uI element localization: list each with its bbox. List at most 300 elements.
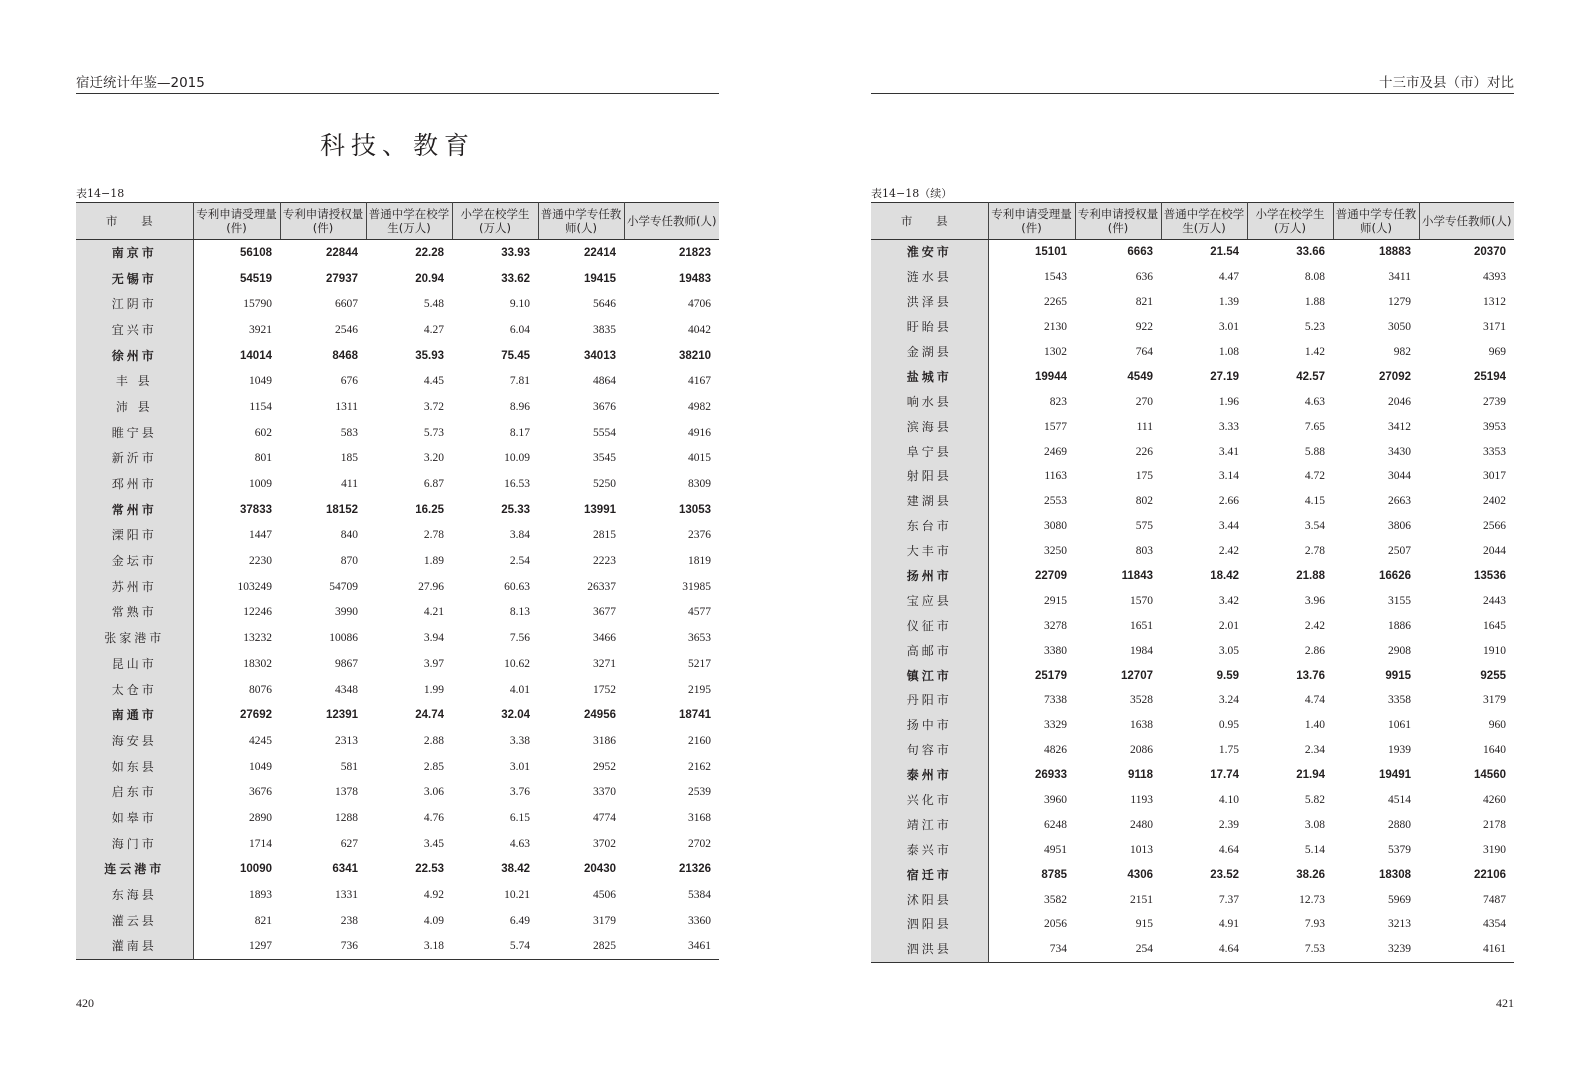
value-cell-primary-school-students: 4.63 xyxy=(1304,395,1325,408)
value-cell-patents-granted: 12391 xyxy=(326,709,358,722)
value-cell-primary-school-students: 33.93 xyxy=(501,246,530,259)
value-cell-middle-school-students: 18.42 xyxy=(1210,570,1239,583)
value-cell-primary-school-teachers: 4015 xyxy=(688,452,711,465)
value-cell-primary-school-teachers: 2376 xyxy=(688,529,711,542)
value-cell-middle-school-students: 4.10 xyxy=(1218,794,1239,807)
table-row xyxy=(871,713,1514,738)
region-name-cell: 太仓市 xyxy=(76,677,193,703)
value-cell-patents-granted: 575 xyxy=(1135,520,1153,533)
table-row xyxy=(76,908,719,934)
region-name-cell: 阜宁县 xyxy=(871,439,988,464)
value-cell-patents-granted: 1193 xyxy=(1130,794,1153,807)
table-row xyxy=(76,702,719,728)
value-cell-primary-school-teachers: 1640 xyxy=(1483,744,1506,757)
value-cell-primary-school-students: 7.65 xyxy=(1304,420,1325,433)
value-cell-middle-school-teachers: 2815 xyxy=(593,529,616,542)
value-cell-primary-school-students: 1.40 xyxy=(1304,719,1325,732)
value-cell-primary-school-students: 2.78 xyxy=(1304,545,1325,558)
table-label: 表14−18（续） xyxy=(871,187,953,200)
table-row xyxy=(76,831,719,857)
value-cell-primary-school-teachers: 31985 xyxy=(682,580,711,593)
value-cell-primary-school-teachers: 2443 xyxy=(1483,594,1506,607)
value-cell-middle-school-students: 3.01 xyxy=(1218,321,1239,334)
table-row xyxy=(871,738,1514,763)
value-cell-primary-school-teachers: 3953 xyxy=(1483,420,1506,433)
region-name-cell: 张家港市 xyxy=(76,625,193,651)
value-cell-middle-school-teachers: 19491 xyxy=(1379,769,1411,782)
table-body xyxy=(76,240,719,960)
value-cell-primary-school-teachers: 2044 xyxy=(1483,545,1506,558)
value-cell-middle-school-students: 4.45 xyxy=(423,375,444,388)
header-cell-primary-school-students: 小学在校学生(万人) xyxy=(1247,203,1333,240)
value-cell-middle-school-teachers: 3411 xyxy=(1388,271,1411,284)
value-cell-primary-school-teachers: 4577 xyxy=(688,606,711,619)
value-cell-primary-school-students: 8.17 xyxy=(509,426,530,439)
value-cell-middle-school-students: 1.99 xyxy=(423,683,444,696)
value-cell-primary-school-students: 6.04 xyxy=(509,323,530,336)
table-row xyxy=(76,548,719,574)
value-cell-middle-school-teachers: 1886 xyxy=(1388,619,1411,632)
value-cell-middle-school-teachers: 18883 xyxy=(1379,246,1411,259)
value-cell-patent-applications: 1447 xyxy=(249,529,272,542)
value-cell-primary-school-students: 2.86 xyxy=(1304,644,1325,657)
value-cell-middle-school-teachers: 5554 xyxy=(593,426,616,439)
value-cell-patent-applications: 3960 xyxy=(1044,794,1067,807)
value-cell-primary-school-teachers: 1910 xyxy=(1483,644,1506,657)
value-cell-patents-granted: 1288 xyxy=(335,811,358,824)
value-cell-patent-applications: 1154 xyxy=(249,400,272,413)
table-label: 表14−18 xyxy=(76,187,125,200)
region-name-cell: 东海县 xyxy=(76,882,193,908)
table-row xyxy=(871,763,1514,788)
table-row xyxy=(76,625,719,651)
value-cell-middle-school-teachers: 1061 xyxy=(1388,719,1411,732)
value-cell-middle-school-students: 22.53 xyxy=(415,863,444,876)
value-cell-patent-applications: 3080 xyxy=(1044,520,1067,533)
value-cell-primary-school-students: 32.04 xyxy=(501,709,530,722)
value-cell-patent-applications: 18302 xyxy=(243,657,272,670)
value-cell-primary-school-students: 10.09 xyxy=(504,452,530,465)
value-cell-middle-school-students: 3.41 xyxy=(1218,445,1239,458)
value-cell-primary-school-teachers: 3360 xyxy=(688,914,711,927)
value-cell-primary-school-teachers: 2160 xyxy=(688,734,711,747)
value-cell-patent-applications: 602 xyxy=(254,426,272,439)
value-cell-patent-applications: 2056 xyxy=(1044,918,1067,931)
value-cell-middle-school-students: 5.73 xyxy=(423,426,444,439)
value-cell-primary-school-teachers: 1312 xyxy=(1483,296,1506,309)
value-cell-middle-school-teachers: 3239 xyxy=(1388,943,1411,956)
value-cell-patents-granted: 870 xyxy=(340,555,358,568)
value-cell-primary-school-teachers: 3461 xyxy=(688,940,711,953)
value-cell-middle-school-teachers: 2825 xyxy=(593,940,616,953)
value-cell-patents-granted: 18152 xyxy=(326,503,358,516)
value-cell-patent-applications: 14014 xyxy=(240,349,272,362)
value-cell-middle-school-teachers: 3677 xyxy=(593,606,616,619)
value-cell-patent-applications: 3380 xyxy=(1044,644,1067,657)
value-cell-patent-applications: 734 xyxy=(1049,943,1067,956)
value-cell-primary-school-students: 5.88 xyxy=(1304,445,1325,458)
table-row xyxy=(76,934,719,960)
value-cell-primary-school-students: 8.96 xyxy=(509,400,530,413)
value-cell-middle-school-teachers: 24956 xyxy=(584,709,616,722)
value-cell-middle-school-teachers: 3271 xyxy=(593,657,616,670)
region-name-cell: 宝应县 xyxy=(871,588,988,613)
value-cell-patents-granted: 636 xyxy=(1135,271,1153,284)
table-row xyxy=(871,862,1514,887)
region-name-cell: 泰州市 xyxy=(871,763,988,788)
header-cell-middle-school-teachers: 普通中学专任教师(人) xyxy=(1333,203,1419,240)
value-cell-patents-granted: 821 xyxy=(1135,296,1153,309)
value-cell-middle-school-students: 3.97 xyxy=(423,657,444,670)
value-cell-patent-applications: 2469 xyxy=(1044,445,1067,458)
region-name-cell: 如东县 xyxy=(76,754,193,780)
value-cell-patent-applications: 1163 xyxy=(1044,470,1067,483)
table-row xyxy=(871,340,1514,365)
table-row xyxy=(871,240,1514,265)
value-cell-primary-school-teachers: 4354 xyxy=(1483,918,1506,931)
value-cell-middle-school-teachers: 3213 xyxy=(1388,918,1411,931)
value-cell-middle-school-students: 3.72 xyxy=(423,400,444,413)
region-name-cell: 丰 县 xyxy=(76,368,193,394)
value-cell-patents-granted: 6663 xyxy=(1127,246,1153,259)
table-row xyxy=(76,857,719,883)
region-name-cell: 启东市 xyxy=(76,779,193,805)
table-row xyxy=(871,937,1514,962)
value-cell-patent-applications: 2265 xyxy=(1044,296,1067,309)
value-cell-patents-granted: 2480 xyxy=(1130,818,1153,831)
value-cell-middle-school-teachers: 1279 xyxy=(1388,296,1411,309)
value-cell-patent-applications: 1297 xyxy=(249,940,272,953)
value-cell-patent-applications: 15101 xyxy=(1035,246,1067,259)
value-cell-primary-school-teachers: 21326 xyxy=(679,863,711,876)
value-cell-patents-granted: 627 xyxy=(340,837,358,850)
value-cell-primary-school-students: 4.63 xyxy=(509,837,530,850)
header-cell-region: 市 县 xyxy=(76,203,193,240)
value-cell-middle-school-students: 1.89 xyxy=(423,555,444,568)
value-cell-primary-school-teachers: 1819 xyxy=(688,555,711,568)
value-cell-middle-school-teachers: 1939 xyxy=(1388,744,1411,757)
value-cell-patent-applications: 1049 xyxy=(249,760,272,773)
value-cell-patent-applications: 26933 xyxy=(1035,769,1067,782)
value-cell-primary-school-students: 9.10 xyxy=(509,298,530,311)
value-cell-middle-school-teachers: 3430 xyxy=(1388,445,1411,458)
value-cell-patents-granted: 3990 xyxy=(335,606,358,619)
value-cell-middle-school-teachers: 1752 xyxy=(593,683,616,696)
table-row xyxy=(871,588,1514,613)
value-cell-patents-granted: 1311 xyxy=(335,400,358,413)
table-row xyxy=(76,266,719,292)
value-cell-patents-granted: 11843 xyxy=(1121,570,1153,583)
value-cell-patent-applications: 1049 xyxy=(249,375,272,388)
value-cell-patents-granted: 111 xyxy=(1136,420,1153,433)
table-row xyxy=(76,754,719,780)
value-cell-middle-school-students: 35.93 xyxy=(415,349,444,362)
value-cell-primary-school-students: 13.76 xyxy=(1296,669,1325,682)
page-number: 421 xyxy=(1496,996,1514,1010)
value-cell-primary-school-students: 38.26 xyxy=(1296,868,1325,881)
value-cell-middle-school-students: 4.09 xyxy=(423,914,444,927)
table-row xyxy=(76,882,719,908)
value-cell-primary-school-teachers: 960 xyxy=(1488,719,1506,732)
value-cell-primary-school-students: 3.96 xyxy=(1304,594,1325,607)
value-cell-primary-school-students: 3.38 xyxy=(509,734,530,747)
value-cell-middle-school-students: 3.20 xyxy=(423,452,444,465)
value-cell-primary-school-students: 2.42 xyxy=(1304,619,1325,632)
value-cell-patent-applications: 1893 xyxy=(249,889,272,902)
table-row xyxy=(871,539,1514,564)
value-cell-primary-school-teachers: 38210 xyxy=(679,349,711,362)
value-cell-patents-granted: 6607 xyxy=(335,298,358,311)
region-name-cell: 大丰市 xyxy=(871,539,988,564)
value-cell-primary-school-teachers: 3168 xyxy=(688,811,711,824)
region-name-cell: 灌云县 xyxy=(76,908,193,934)
value-cell-patent-applications: 1577 xyxy=(1044,420,1067,433)
value-cell-patents-granted: 1378 xyxy=(335,786,358,799)
value-cell-middle-school-teachers: 5969 xyxy=(1388,893,1411,906)
value-cell-primary-school-teachers: 3171 xyxy=(1483,321,1506,334)
value-cell-middle-school-teachers: 16626 xyxy=(1379,570,1411,583)
value-cell-primary-school-teachers: 2195 xyxy=(688,683,711,696)
value-cell-middle-school-students: 16.25 xyxy=(415,503,444,516)
region-name-cell: 响水县 xyxy=(871,389,988,414)
value-cell-patent-applications: 10090 xyxy=(240,863,272,876)
header-row xyxy=(871,203,1514,240)
value-cell-patents-granted: 9867 xyxy=(335,657,358,670)
region-name-cell: 射阳县 xyxy=(871,464,988,489)
region-name-cell: 沛 县 xyxy=(76,394,193,420)
value-cell-primary-school-teachers: 3353 xyxy=(1483,445,1506,458)
value-cell-patent-applications: 3278 xyxy=(1044,619,1067,632)
value-cell-middle-school-students: 2.88 xyxy=(423,734,444,747)
value-cell-primary-school-teachers: 4161 xyxy=(1483,943,1506,956)
value-cell-middle-school-teachers: 3050 xyxy=(1388,321,1411,334)
value-cell-patent-applications: 25179 xyxy=(1035,669,1067,682)
value-cell-patent-applications: 37833 xyxy=(240,503,272,516)
value-cell-patent-applications: 821 xyxy=(254,914,272,927)
value-cell-primary-school-teachers: 4706 xyxy=(688,298,711,311)
region-name-cell: 无锡市 xyxy=(76,266,193,292)
value-cell-middle-school-students: 2.66 xyxy=(1218,495,1239,508)
value-cell-primary-school-teachers: 5384 xyxy=(688,889,711,902)
value-cell-middle-school-students: 27.19 xyxy=(1210,370,1239,383)
value-cell-patent-applications: 3921 xyxy=(249,323,272,336)
value-cell-middle-school-students: 4.64 xyxy=(1218,943,1239,956)
value-cell-patents-granted: 22844 xyxy=(326,246,358,259)
value-cell-middle-school-students: 3.18 xyxy=(423,940,444,953)
value-cell-middle-school-students: 4.64 xyxy=(1218,843,1239,856)
value-cell-primary-school-students: 60.63 xyxy=(504,580,530,593)
value-cell-patents-granted: 2313 xyxy=(335,734,358,747)
value-cell-patent-applications: 15790 xyxy=(243,298,272,311)
value-cell-primary-school-teachers: 13536 xyxy=(1474,570,1506,583)
value-cell-patent-applications: 3250 xyxy=(1044,545,1067,558)
value-cell-middle-school-teachers: 3155 xyxy=(1388,594,1411,607)
table-row xyxy=(871,364,1514,389)
value-cell-middle-school-teachers: 26337 xyxy=(587,580,616,593)
value-cell-middle-school-students: 1.75 xyxy=(1218,744,1239,757)
statistics-table-continued xyxy=(871,202,1514,963)
value-cell-patent-applications: 1714 xyxy=(249,837,272,850)
value-cell-middle-school-teachers: 2046 xyxy=(1388,395,1411,408)
table-row xyxy=(871,837,1514,862)
value-cell-middle-school-teachers: 4506 xyxy=(593,889,616,902)
region-name-cell: 高邮市 xyxy=(871,638,988,663)
table-row xyxy=(76,394,719,420)
value-cell-primary-school-students: 5.14 xyxy=(1304,843,1325,856)
value-cell-middle-school-students: 27.96 xyxy=(418,580,444,593)
value-cell-primary-school-students: 6.49 xyxy=(509,914,530,927)
value-cell-primary-school-students: 38.42 xyxy=(501,863,530,876)
value-cell-primary-school-teachers: 4916 xyxy=(688,426,711,439)
value-cell-middle-school-students: 4.76 xyxy=(423,811,444,824)
value-cell-middle-school-students: 3.06 xyxy=(423,786,444,799)
value-cell-primary-school-students: 10.21 xyxy=(504,889,530,902)
value-cell-middle-school-students: 5.48 xyxy=(423,298,444,311)
table-row xyxy=(871,912,1514,937)
region-name-cell: 如皋市 xyxy=(76,805,193,831)
value-cell-middle-school-teachers: 2507 xyxy=(1388,545,1411,558)
value-cell-primary-school-teachers: 4393 xyxy=(1483,271,1506,284)
value-cell-middle-school-teachers: 2663 xyxy=(1388,495,1411,508)
region-name-cell: 灌南县 xyxy=(76,934,193,960)
value-cell-middle-school-students: 22.28 xyxy=(415,246,444,259)
value-cell-primary-school-students: 4.72 xyxy=(1304,470,1325,483)
value-cell-patent-applications: 1543 xyxy=(1044,271,1067,284)
value-cell-middle-school-teachers: 3545 xyxy=(593,452,616,465)
right-page xyxy=(871,0,1514,1077)
value-cell-patents-granted: 1984 xyxy=(1130,644,1153,657)
value-cell-primary-school-students: 4.15 xyxy=(1304,495,1325,508)
value-cell-middle-school-teachers: 3806 xyxy=(1388,520,1411,533)
value-cell-primary-school-students: 75.45 xyxy=(501,349,530,362)
table-row xyxy=(871,290,1514,315)
value-cell-patent-applications: 2130 xyxy=(1044,321,1067,334)
value-cell-primary-school-students: 33.62 xyxy=(501,272,530,285)
value-cell-primary-school-teachers: 4042 xyxy=(688,323,711,336)
value-cell-patents-granted: 840 xyxy=(340,529,358,542)
value-cell-primary-school-students: 8.08 xyxy=(1304,271,1325,284)
header-cell-region: 市 县 xyxy=(871,203,988,240)
table-row xyxy=(76,420,719,446)
value-cell-primary-school-teachers: 8309 xyxy=(688,478,711,491)
value-cell-middle-school-teachers: 4774 xyxy=(593,811,616,824)
value-cell-primary-school-students: 3.54 xyxy=(1304,520,1325,533)
value-cell-patents-granted: 1638 xyxy=(1130,719,1153,732)
value-cell-middle-school-students: 6.87 xyxy=(423,478,444,491)
table-row xyxy=(76,291,719,317)
region-name-cell: 海安县 xyxy=(76,728,193,754)
value-cell-patents-granted: 4348 xyxy=(335,683,358,696)
value-cell-patents-granted: 1013 xyxy=(1130,843,1153,856)
page-number: 420 xyxy=(76,996,94,1010)
value-cell-middle-school-teachers: 9915 xyxy=(1385,669,1411,682)
value-cell-patents-granted: 3528 xyxy=(1130,694,1153,707)
value-cell-patents-granted: 175 xyxy=(1135,470,1153,483)
header-row xyxy=(76,203,719,240)
region-name-cell: 泗阳县 xyxy=(871,912,988,937)
region-name-cell: 南京市 xyxy=(76,240,193,266)
table-row xyxy=(871,564,1514,589)
value-cell-patents-granted: 2151 xyxy=(1130,893,1153,906)
value-cell-patents-granted: 1331 xyxy=(335,889,358,902)
table-row xyxy=(76,368,719,394)
value-cell-middle-school-teachers: 3358 xyxy=(1388,694,1411,707)
table-row xyxy=(871,265,1514,290)
table-row xyxy=(871,414,1514,439)
value-cell-middle-school-teachers: 5250 xyxy=(593,478,616,491)
value-cell-middle-school-teachers: 3466 xyxy=(593,632,616,645)
table-row xyxy=(871,688,1514,713)
table-row xyxy=(76,471,719,497)
table-row xyxy=(76,651,719,677)
value-cell-middle-school-students: 2.78 xyxy=(423,529,444,542)
region-name-cell: 扬州市 xyxy=(871,564,988,589)
value-cell-patent-applications: 54519 xyxy=(240,272,272,285)
table-row xyxy=(871,638,1514,663)
region-name-cell: 洪泽县 xyxy=(871,290,988,315)
value-cell-primary-school-students: 21.88 xyxy=(1296,570,1325,583)
value-cell-middle-school-teachers: 19415 xyxy=(584,272,616,285)
table-row xyxy=(871,439,1514,464)
value-cell-primary-school-teachers: 1645 xyxy=(1483,619,1506,632)
value-cell-patent-applications: 1302 xyxy=(1044,346,1067,358)
header-cell-middle-school-teachers: 普通中学专任教师(人) xyxy=(538,203,624,240)
value-cell-primary-school-teachers: 22106 xyxy=(1474,868,1506,881)
value-cell-patents-granted: 9118 xyxy=(1128,769,1153,782)
header-cell-patent-applications: 专利申请受理量(件) xyxy=(988,203,1075,240)
value-cell-patent-applications: 7338 xyxy=(1044,694,1067,707)
value-cell-patent-applications: 2890 xyxy=(249,811,272,824)
table-row xyxy=(871,514,1514,539)
value-cell-middle-school-teachers: 22414 xyxy=(584,246,616,259)
value-cell-primary-school-students: 21.94 xyxy=(1296,769,1325,782)
table-row xyxy=(871,489,1514,514)
table-row xyxy=(871,464,1514,489)
value-cell-primary-school-teachers: 4167 xyxy=(688,375,711,388)
left-page xyxy=(76,0,719,1077)
value-cell-primary-school-students: 1.88 xyxy=(1304,296,1325,309)
region-name-cell: 仪征市 xyxy=(871,613,988,638)
value-cell-primary-school-teachers: 5217 xyxy=(688,657,711,670)
region-name-cell: 海门市 xyxy=(76,831,193,857)
value-cell-patents-granted: 1570 xyxy=(1130,594,1153,607)
region-name-cell: 扬中市 xyxy=(871,713,988,738)
value-cell-middle-school-students: 20.94 xyxy=(415,272,444,285)
region-name-cell: 丹阳市 xyxy=(871,688,988,713)
value-cell-primary-school-students: 25.33 xyxy=(501,503,530,516)
region-name-cell: 金湖县 xyxy=(871,340,988,365)
value-cell-middle-school-students: 17.74 xyxy=(1210,769,1239,782)
value-cell-patent-applications: 3582 xyxy=(1044,893,1067,906)
value-cell-middle-school-teachers: 34013 xyxy=(584,349,616,362)
table-row xyxy=(76,317,719,343)
value-cell-middle-school-students: 4.92 xyxy=(423,889,444,902)
value-cell-primary-school-students: 3.01 xyxy=(509,760,530,773)
region-name-cell: 徐州市 xyxy=(76,343,193,369)
region-name-cell: 滨海县 xyxy=(871,414,988,439)
table-row xyxy=(76,728,719,754)
region-name-cell: 宿迁市 xyxy=(871,862,988,887)
value-cell-middle-school-teachers: 3370 xyxy=(593,786,616,799)
region-name-cell: 昆山市 xyxy=(76,651,193,677)
value-cell-patents-granted: 238 xyxy=(340,914,358,927)
section-title: 科技、教育 xyxy=(319,131,475,160)
value-cell-primary-school-students: 4.74 xyxy=(1304,694,1325,707)
value-cell-primary-school-teachers: 969 xyxy=(1488,346,1506,358)
value-cell-primary-school-students: 16.53 xyxy=(504,478,530,491)
value-cell-patents-granted: 411 xyxy=(341,478,358,491)
region-name-cell: 南通市 xyxy=(76,702,193,728)
